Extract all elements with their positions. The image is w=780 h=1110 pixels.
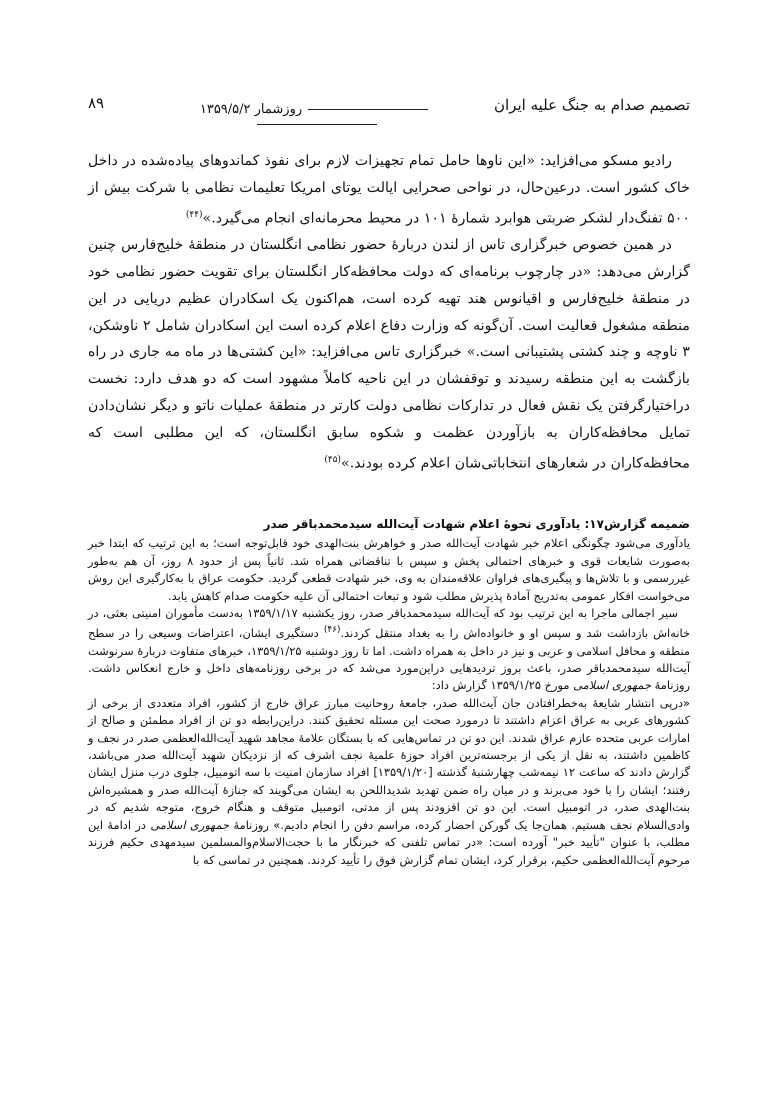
page-header xyxy=(88,92,690,122)
paragraph-text: در همین خصوص خبرگزاری تاس از لندن دربارهٔ حضور نظامی انگلستان در منطقهٔ خلیج‌فارس چنین گزارش می‌دهد: «در چارچوب برنامه‌ای که دولت محافظه‌کار انگلستان برای تقویت حضور نظامی خود در منطقهٔ خلیج‌فارس و اقیانوس هند تهیه کرده است، هم‌اکنون یک اسکادران عظیم دریایی در این منطقه مشغول فعالیت است. آن‌گونه که وزارت دفاع اعلام کرده است این اسکادران شامل ۲ ناوشکن، ۳ ناوچه و چند کشتی پشتیبانی است.» خبرگزاری تاس می‌افزاید: «این کشتی‌ها در ماه مه جاری در راه بازگشت به این منطقه رسیدند و توقفشان در این ناحیه کاملاً مشهود است که دو هدف دارد: نخست دراختیارگرفتن یک نقش فعال در تدارکات نظامی دولت کارتر در منطقهٔ عملیات ناتو و دیگر نشان‌دادن تمایل محافظه‌کاران به بازآوردن عظمت و شکوه سابق انگلستان، که این مطلبی است که محافظه‌کاران در شعارهای انتخاباتی‌شان اعلام کرده بودند.» xyxy=(88,237,691,472)
appendix-title: ضمیمه گزارش۱۷: یادآوری نحوهٔ اعلام شهادت آیت‌الله سیدمحمدباقر صدر xyxy=(263,517,690,531)
quote-text: «درپی انتشار شایعهٔ به‌خطرافتادن جان آیت‌الله صدر، جامعهٔ روحانیت مبارز عراق خارج از کشور، افراد متعددی از برخی از کشورهای عربی به عراق اعزام داشتند تا درمورد صحت این مسئله تحقیق کنند. دراین‌رابطه دو تن از افراد مطمئن و صالح از امارات عربی متحده عازم عراق شدند. این دو تن در تماس‌هایی که با بستگان علامهٔ مجاهد شهید آیت‌الله‌العظمی صدر در نجف و کاظمین داشتند، به نقل از یکی از برجسته‌ترین افراد حوزهٔ علمیهٔ نجف اشرف که از نزدیکان شهید آیت‌الله صدر می‌باشد، گزارش دادند که ساعت ۱۲ نیمه‌شب چهارشنبهٔ گذشته [۱۳۵۹/۱/۲۰] افراد سازمان امنیت با سه اتومبیل، جلوی درب منزل ایشان رفتند؛ ایشان را با خود می‌برند و در میان راه ضمن تهدید شدیداللحن به ایشان می‌گویند که جنازهٔ آیت‌الله صدر و همشیره‌اش بنت‌الهدی صدر، در اتومبیل است. این دو تن افزودند پس از مدتی، اتومبیل متوقف و هنگام خروج، متوجه شدیم که در وادی‌السلام نجف هستیم. همان‌جا یک گورکن احضار کرده، مراسم دفن را انجام دادیم.» روزنامهٔ xyxy=(88,695,690,832)
running-date-text: روزشمار ۱۳۵۹/۵/۲ xyxy=(199,102,303,117)
paragraph xyxy=(88,148,690,232)
newspaper-name: جمهوری اسلامی xyxy=(573,678,652,693)
paragraph-text: دستگیری ایشان، اعتراضات وسیعی را در سطح منطقه و محافل اسلامی و عربی و نیز در داخل به همراه داشت. اما تا روز دوشنبه ۱۳۵۹/۱/۲۵، خبرهای متفاوت دربارهٔ سرنوشت آیت‌الله سیدمحمدباقر صدر، باعث بروز تردیدهایی دراین‌مورد می‌شد که در برخی روزنامه‌های داخل و خارج انعکاس داشت. روزنامهٔ xyxy=(88,626,691,693)
running-date xyxy=(144,102,490,132)
newspaper-name: جمهوری اسلامی xyxy=(150,817,230,832)
appendix-paragraph: یادآوری می‌شود چگونگی اعلام خبر شهادت آیت‌الله صدر و خواهرش بنت‌الهدی خود قابل‌توجه است؛ به این ترتیب که ابتدا خبر به‌صورت شایعات قوی و خبرهای احتمالی پخش و سپس با تناقضاتی همراه شد. ثانیاً پس از حدود ۸ روز، آن هم به‌طور غیررسمی و با تلاش‌ها و پیگیری‌های فراوان علاقه‌مندان به وی، خبر شهادت قطعی گردید. حکومت عراق با به‌کارگیری این روش می‌خواست افکار عمومی به‌تدریج آمادهٔ پذیرش مطلب شود و تبعات احتمالی آن علیه حکومت صدام کاهش یابد. xyxy=(88,536,690,603)
header-rule-left xyxy=(257,124,377,125)
footnote-ref: (۴۴) xyxy=(185,209,203,220)
appendix-paragraph xyxy=(88,605,690,695)
footnote-ref: (۴۶) xyxy=(323,625,341,636)
paragraph-text: مورخ ۱۳۵۹/۱/۲۵ گزارش داد: xyxy=(431,678,570,693)
appendix-section xyxy=(88,516,690,869)
footnote-ref: (۴۵) xyxy=(324,454,342,465)
running-title: تصمیم صدام به جنگ علیه ایران xyxy=(494,96,690,114)
paragraph-text: رادیو مسکو می‌افزاید: «این ناوها حامل تمام تجهیزات لازم برای نفوذ کماندوهای پیاده‌شده در داخل خاک کشور است. درعین‌حال، در نواحی صحرایی ایالت یوتای امریکا تعلیمات نظامی با شرکت بیش از ۵۰۰ تفنگ‌دار لشکر ضربتی هوابرد شمارهٔ ۱۰۱ در محیط محرمانه‌ای انجام می‌گیرد.» xyxy=(88,153,690,227)
main-text xyxy=(88,148,690,477)
appendix-quote xyxy=(88,695,690,869)
paragraph xyxy=(88,232,690,477)
paragraph-text: سیر اجمالی ماجرا به این ترتیب بود که آیت‌الله سیدمحمدباقر صدر، روز یکشنبه ۱۳۵۹/۱/۱۷ به‌دست مأموران امنیتی بعثی، در خانه‌اش بازداشت شد و سپس او و خانواده‌اش را به بغداد منتقل کردند. xyxy=(88,606,690,641)
page-number: ۸۹ xyxy=(88,94,105,112)
quote-text: در ادامهٔ این مطلب، با عنوان "تأیید خبر" آورده است: «در تماس تلفنی که خبرنگار ما با حجت‌الاسلام‌والمسلمین سیدمهدی حکیم فرزند مرحوم آیت‌الله‌العظمی حکیم، برقرار کرد، ایشان تمام گزارش فوق را تأیید کردند. همچنین در تماسی که با xyxy=(88,817,690,867)
header-rule-right xyxy=(308,109,428,110)
